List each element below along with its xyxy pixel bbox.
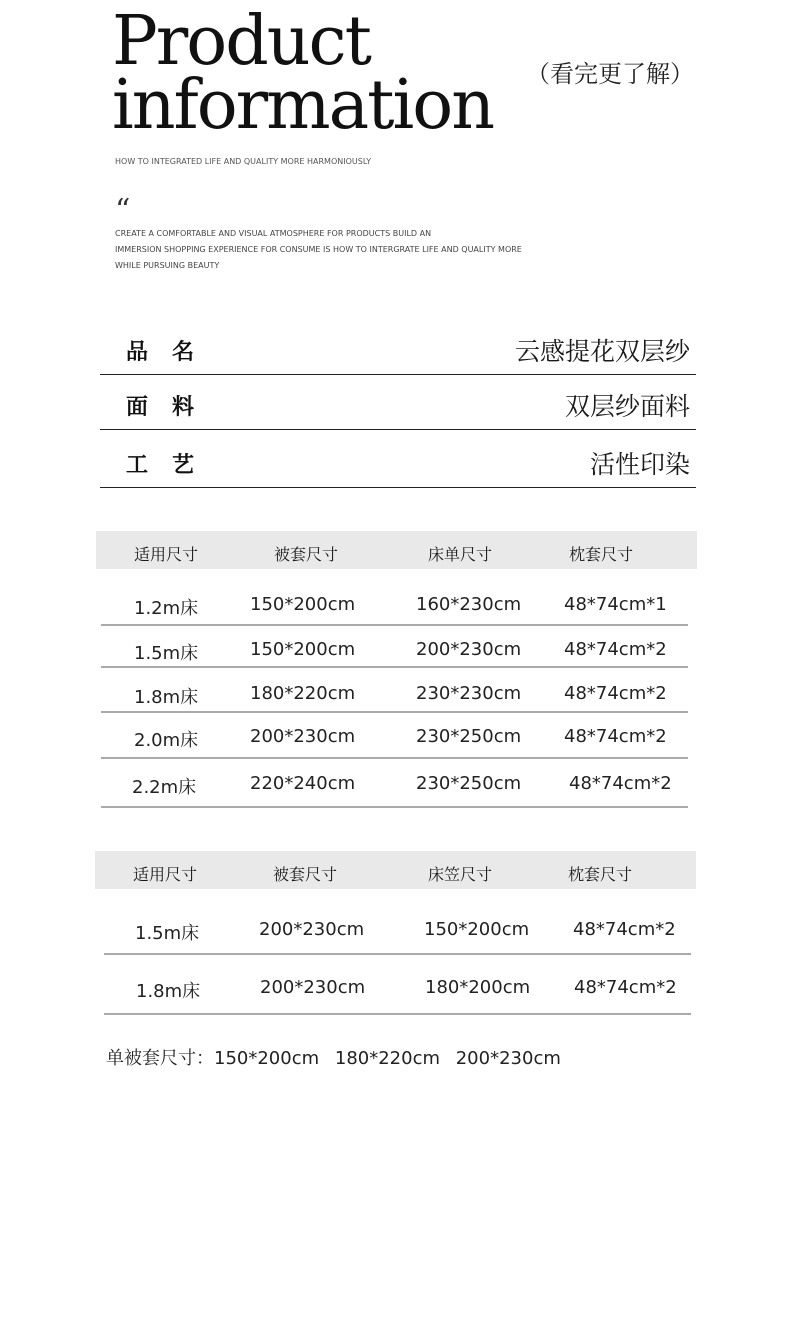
description-line: CREATE A COMFORTABLE AND VISUAL ATMOSPHERE FOR PRODUCTS BUILD AN <box>115 229 432 238</box>
info-value: 活性印染 <box>589 450 690 479</box>
table1-cell: 180*220cm <box>250 683 356 704</box>
title-information: information <box>112 66 493 145</box>
table1-cell: 48*74cm*2 <box>564 726 667 747</box>
table2-header-cell: 床笠尺寸 <box>428 865 493 884</box>
info-row-fabric <box>100 375 696 430</box>
table2-header-cell: 枕套尺寸 <box>568 865 633 884</box>
table1-cell: 2.2m床 <box>132 777 197 798</box>
table1-header <box>96 531 697 569</box>
table1-cell: 48*74cm*2 <box>569 773 672 794</box>
title-product: Product <box>112 2 370 81</box>
row-divider <box>101 666 688 668</box>
table1-cell: 1.8m床 <box>134 687 199 708</box>
table1-cell: 48*74cm*1 <box>564 594 667 615</box>
table1-header-cell: 适用尺寸 <box>134 545 199 564</box>
table1-cell: 48*74cm*2 <box>564 683 667 704</box>
table2-cell: 200*230cm <box>260 977 366 998</box>
info-label: 面料 <box>126 395 219 420</box>
table1-cell: 2.0m床 <box>134 730 199 751</box>
table1-cell: 1.2m床 <box>134 598 199 619</box>
table1-header-cell: 床单尺寸 <box>428 545 493 564</box>
table2-cell: 150*200cm <box>424 919 530 940</box>
table1-cell: 150*200cm <box>250 594 356 615</box>
row-divider <box>101 757 688 759</box>
info-label: 工艺 <box>126 453 219 478</box>
table2-cell: 200*230cm <box>259 919 365 940</box>
table1-cell: 48*74cm*2 <box>564 639 667 660</box>
row-divider <box>104 1013 691 1015</box>
row-divider <box>101 711 688 713</box>
row-divider <box>101 806 688 808</box>
info-row-product-name <box>100 320 696 375</box>
single-duvet-sizes: 单被套尺寸：150*200cm 180*220cm 200*230cm <box>106 1048 561 1069</box>
table2-cell: 180*200cm <box>425 977 531 998</box>
table2-header <box>95 851 696 889</box>
row-divider <box>101 624 688 626</box>
description-line: IMMERSION SHOPPING EXPERIENCE FOR CONSUME IS HOW TO INTERGRATE LIFE AND QUALITY MORE <box>115 245 522 254</box>
info-row-craft <box>100 433 696 488</box>
info-value: 云感提花双层纱 <box>514 337 690 366</box>
table1-cell: 160*230cm <box>416 594 522 615</box>
tagline: HOW TO INTEGRATED LIFE AND QUALITY MORE HARMONIOUSLY <box>115 157 372 166</box>
table2-header-cell: 被套尺寸 <box>273 865 338 884</box>
table1-cell: 230*250cm <box>416 773 522 794</box>
table1-cell: 1.5m床 <box>134 643 199 664</box>
table2-cell: 48*74cm*2 <box>574 977 677 998</box>
row-divider <box>104 953 691 955</box>
table1-cell: 200*230cm <box>250 726 356 747</box>
table2-cell: 1.5m床 <box>135 923 200 944</box>
table2-header-cell: 适用尺寸 <box>133 865 198 884</box>
table1-cell: 230*250cm <box>416 726 522 747</box>
table2-cell: 48*74cm*2 <box>573 919 676 940</box>
info-value: 双层纱面料 <box>564 392 690 421</box>
table1-header-cell: 枕套尺寸 <box>569 545 634 564</box>
table1-cell: 200*230cm <box>416 639 522 660</box>
table1-cell: 230*230cm <box>416 683 522 704</box>
description-line: WHILE PURSUING BEAUTY <box>115 261 220 270</box>
table2-cell: 1.8m床 <box>136 981 201 1002</box>
table1-cell: 150*200cm <box>250 639 356 660</box>
table1-header-cell: 被套尺寸 <box>274 545 339 564</box>
info-label: 品名 <box>126 340 219 365</box>
quote-mark-icon: “ <box>115 193 131 228</box>
read-more-note: （看完更了解） <box>526 60 694 88</box>
table1-cell: 220*240cm <box>250 773 356 794</box>
